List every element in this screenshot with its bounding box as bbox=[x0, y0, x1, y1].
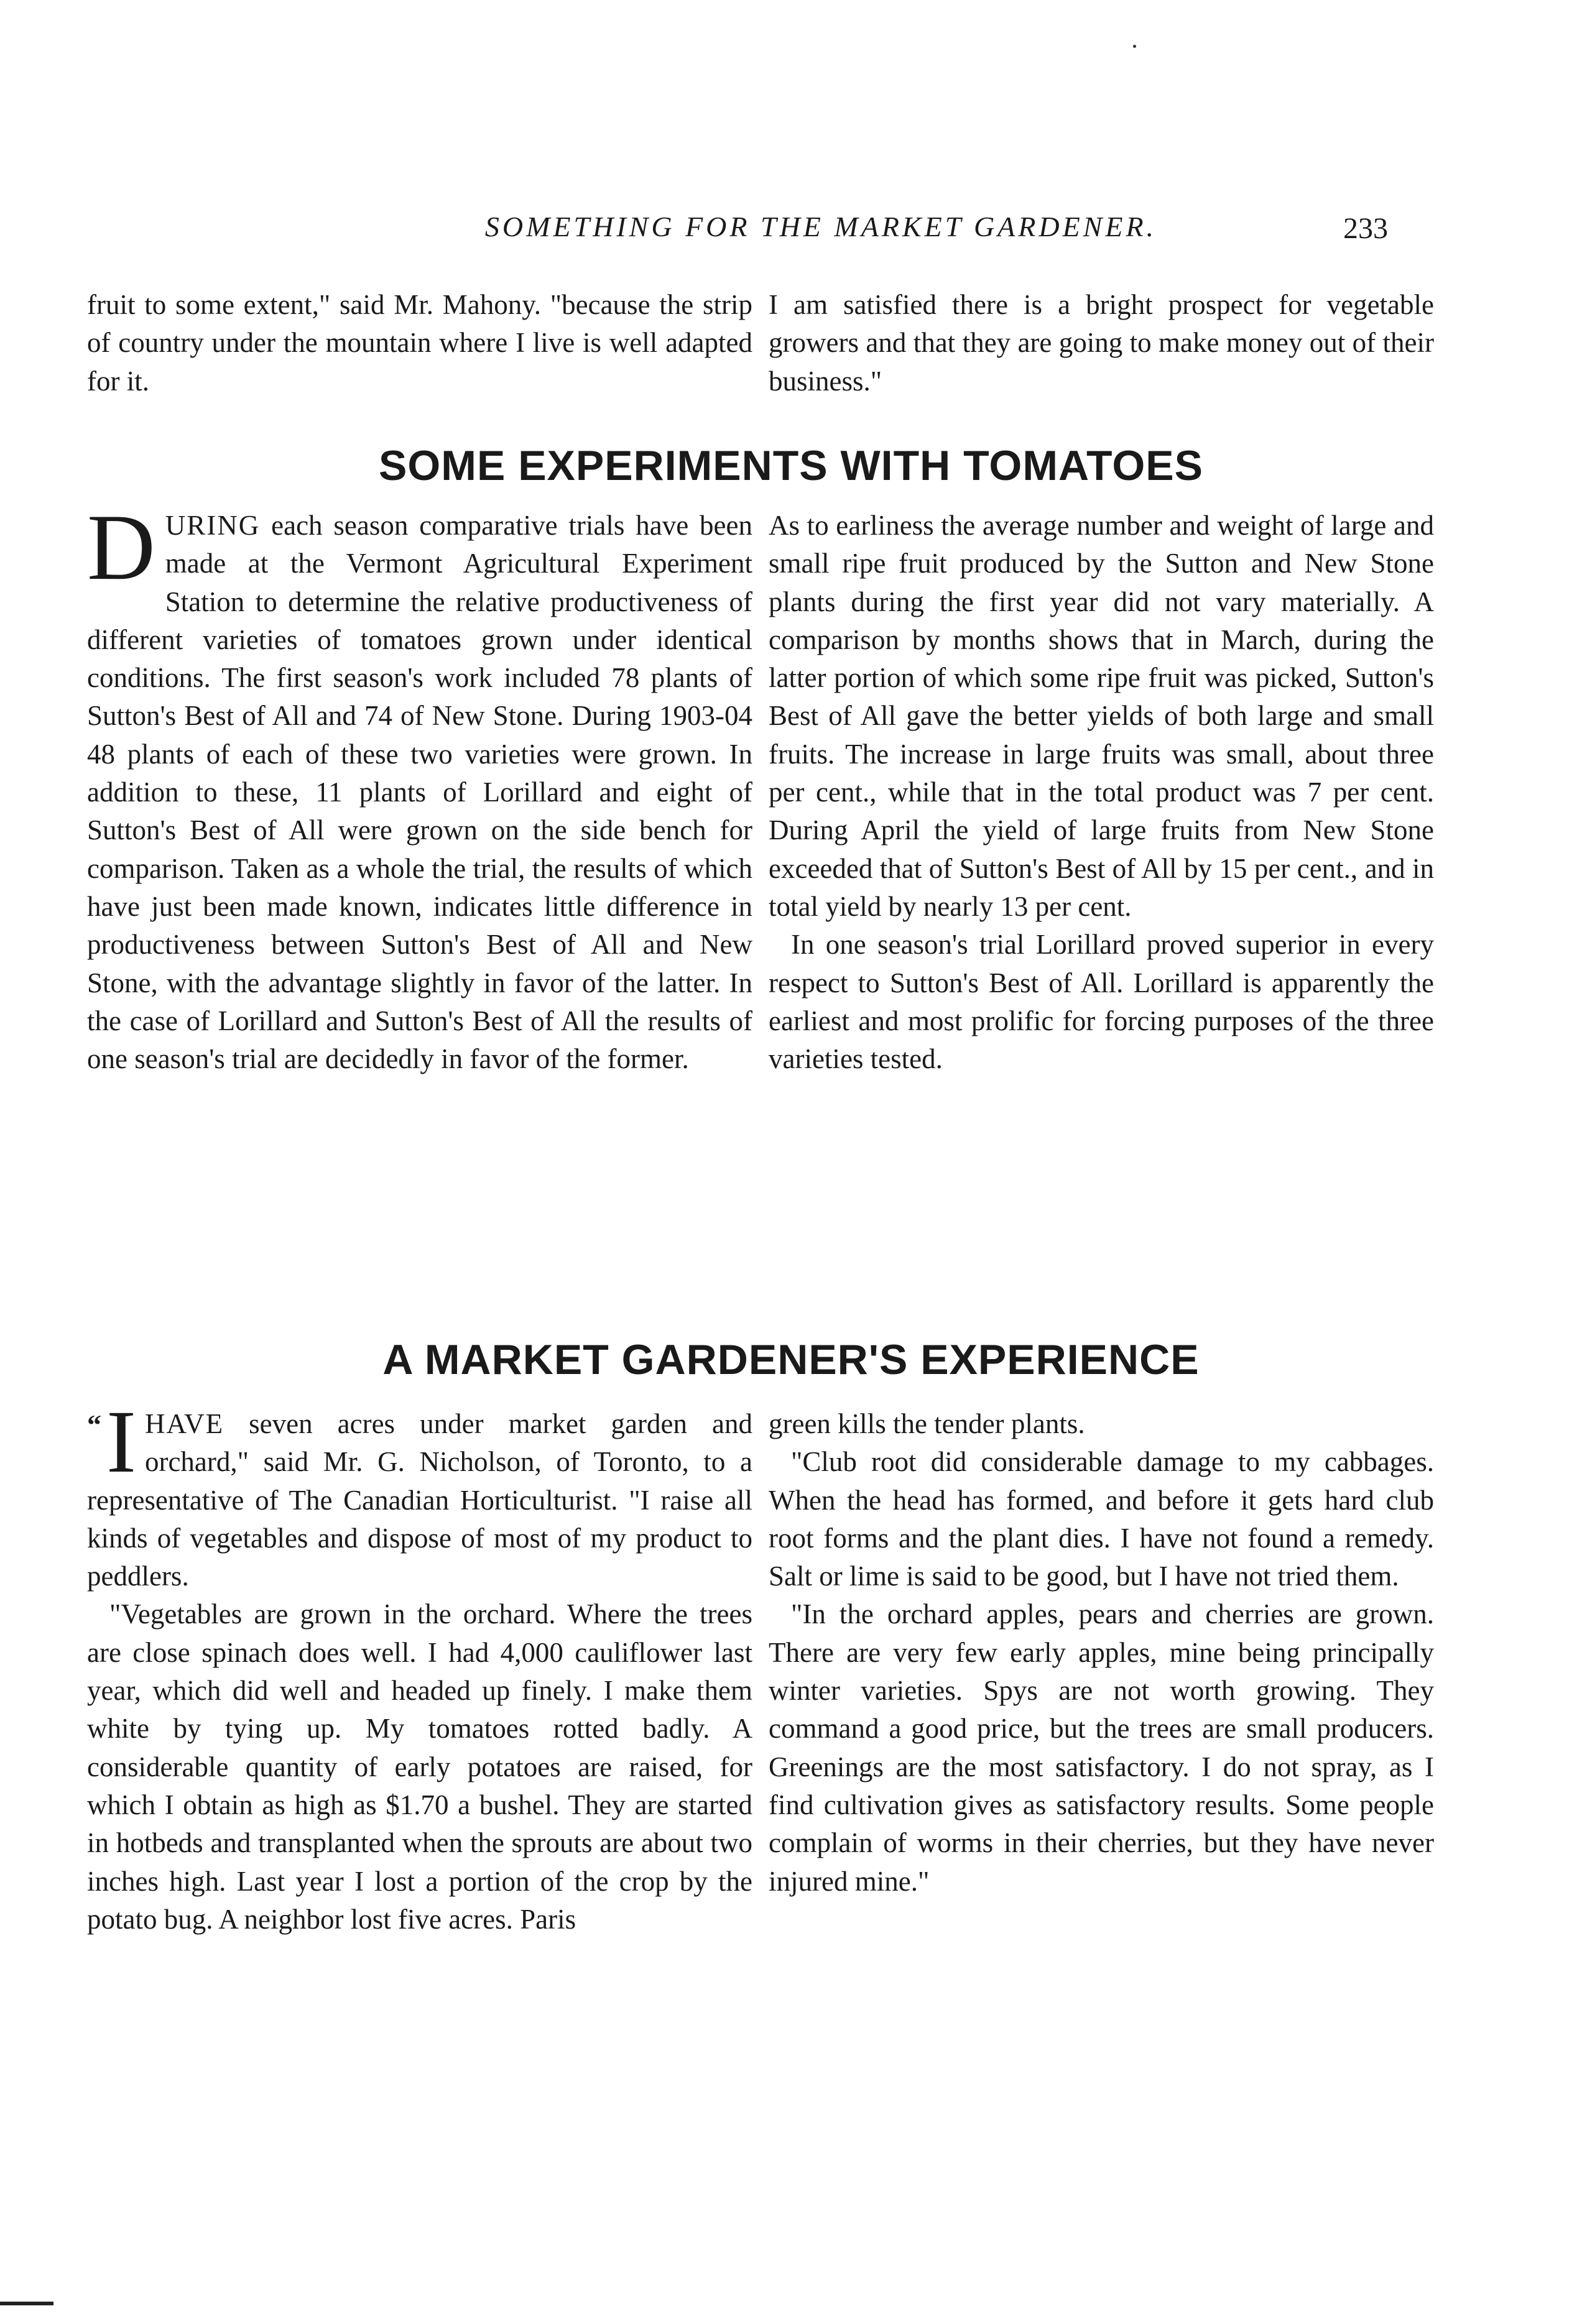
article1-left-column bbox=[87, 495, 752, 1078]
article1-left-text: each season comparative trials have been made at the Vermont Agricultural Experiment Station to determine the relative productiveness of different varieties of tomatoes grown under identical conditions. The first season's work included 78 plants of Sutton's Best of All and 74 of New Stone. During 1903-04 48 plants of each of these two varieties were grown. In addition to these, 11 plants of Lorillard and eight of Sutton's Best of All were grown on the side bench for comparison. Taken as a whole the trial, the results of which have just been made known, indicates little difference in productiveness between Sutton's Best of All and New Stone, with the advantage slightly in favor of the latter. In the case of Lorillard and Sutton's Best of All the results of one season's trial are decidedly in favor of the former. bbox=[87, 510, 752, 1075]
article1-right-paragraph-1: As to earliness the average number and weight of large and small ripe fruit produced by the Sutton and New Stone plants during the first year did not vary materially. A comparison by months shows that in March, during the latter portion of which some ripe fruit was picked, Sutton's Best of All gave the better yields of both large and small fruits. The increase in large fruits was small, about three per cent., while that in the total product was 7 per cent. During April the yield of large fruits from New Stone exceeded that of Sutton's Best of All by 15 per cent., and in total yield by nearly 13 per cent. bbox=[769, 510, 1434, 922]
article2-right-paragraph-1: green kills the tender plants. bbox=[769, 1408, 1085, 1439]
article1-left-paragraph bbox=[87, 495, 752, 1078]
article-title-tomatoes: SOME EXPERIMENTS WITH TOMATOES bbox=[379, 442, 1203, 489]
drop-cap: D bbox=[87, 495, 155, 599]
page-number: 233 bbox=[1343, 212, 1388, 245]
article1-right-column bbox=[769, 507, 1434, 1078]
opening-caps: HAVE bbox=[144, 1408, 224, 1439]
article-title-market-gardener: A MARKET GARDENER'S EXPERIENCE bbox=[382, 1336, 1200, 1383]
print-speck bbox=[1133, 45, 1136, 48]
article2-left-paragraph-1 bbox=[87, 1393, 752, 1595]
continuation-left-paragraph: fruit to some extent," said Mr. Mahony. "because the strip of country under the mountain where I live is well adapted for it. bbox=[87, 289, 752, 397]
continuation-right-paragraph: I am satisfied there is a bright prospect for vegetable growers and that they are going to make money out of their business." bbox=[769, 289, 1434, 397]
opening-quote: “ bbox=[87, 1409, 101, 1441]
article2-right-paragraph-3: "In the orchard apples, pears and cherries are grown. There are very few early apples, mine being principally winter varieties. Spys are not worth growing. They command a good price, but the trees are small producers. Greenings are the most satisfactory. I do not spray, as I find cultivation gives as satisfactory results. Some people complain of worms in their cherries, but they have never injured mine." bbox=[769, 1598, 1434, 1897]
article1-right-paragraph-2: In one season's trial Lorillard proved superior in every respect to Sutton's Best of All. Lorillard is apparently the earliest and most prolific for forcing purposes of the three varieties tested. bbox=[769, 929, 1434, 1075]
opening-caps: URING bbox=[165, 510, 261, 541]
article2-right-paragraph-2: "Club root did considerable damage to my cabbages. When the head has formed, and before it gets hard club root forms and the plant dies. I have not found a remedy. Salt or lime is said to be good, but I have not tried them. bbox=[769, 1446, 1434, 1592]
article2-left-text: seven acres under market garden and orchard," said Mr. G. Nicholson, of Toronto, to a representative of The Canadian Horticulturist. "I raise all kinds of vegetables and dispose of most of my product to peddlers. bbox=[87, 1408, 752, 1592]
article2-left-paragraph-2: "Vegetables are grown in the orchard. Where the trees are close spinach does well. I had 4,000 cauliflower last year, which did well and headed up finely. I make them white by tying up. My tomatoes rotted badly. A considerable quantity of early potatoes are raised, for which I obtain as high as $1.70 a bushel. They are started in hotbeds and transplanted when the sprouts are about two inches high. Last year I lost a portion of the crop by the potato bug. A neighbor lost five acres. Paris bbox=[87, 1598, 752, 1935]
continuation-left-column bbox=[87, 286, 752, 400]
drop-cap: I bbox=[106, 1393, 136, 1492]
article2-left-column bbox=[87, 1393, 752, 1939]
continuation-right-column bbox=[769, 286, 1434, 400]
page-edge-mark bbox=[0, 2302, 53, 2305]
running-title: SOMETHING FOR THE MARKET GARDENER. bbox=[484, 211, 1157, 242]
article2-right-column bbox=[769, 1405, 1434, 1901]
